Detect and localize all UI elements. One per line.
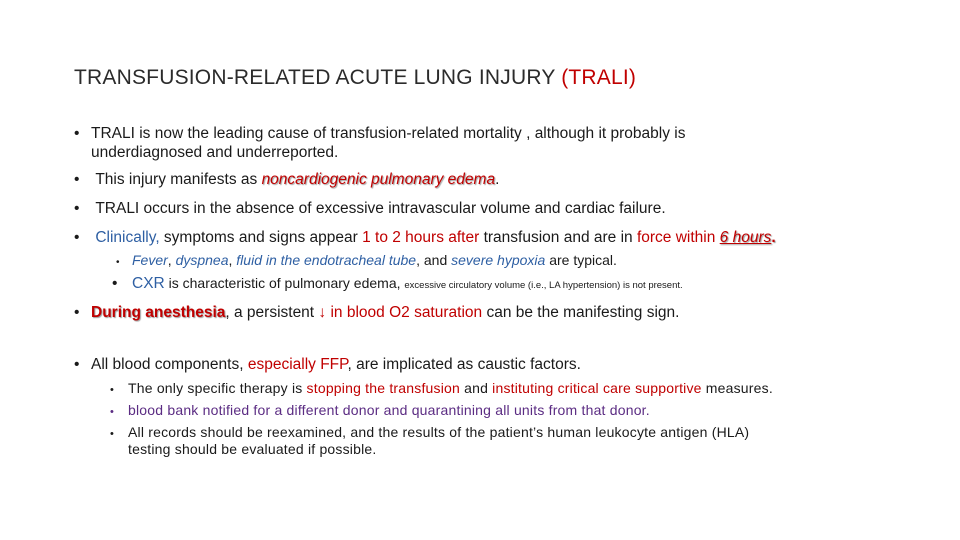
therapy-a: The only specific therapy is xyxy=(128,380,307,396)
title-main: TRANSFUSION-RELATED ACUTE LUNG INJURY xyxy=(74,66,562,89)
blood-bank-text: blood bank notified for a different donor and quarantining all units from that donor. xyxy=(128,402,650,418)
anesthesia-b: , a persistent xyxy=(225,304,319,321)
sep: , xyxy=(228,252,237,268)
bullet-manifests xyxy=(74,170,499,189)
components-c: , are implicated as caustic factors. xyxy=(347,356,581,373)
clinically-d: transfusion and are in xyxy=(479,229,637,246)
sep: , and xyxy=(416,252,452,268)
clinically-six-hours: 6 hours xyxy=(719,229,772,246)
sep: , xyxy=(167,252,176,268)
components-a: All blood components, xyxy=(91,356,248,373)
therapy-stop: stopping the transfusion xyxy=(306,380,461,396)
symptom-fluid: fluid in the endotracheal tube xyxy=(236,252,417,268)
subbullet-therapy xyxy=(110,379,773,400)
clinically-onset: 1 to 2 hours after xyxy=(362,229,480,246)
bullet-components xyxy=(74,355,581,374)
bullet-marker: • xyxy=(110,384,115,396)
symptom-hypoxia: severe hypoxia xyxy=(451,252,546,268)
symptom-dyspnea: dyspnea xyxy=(175,252,229,268)
bullet-absence xyxy=(74,199,666,218)
title-abbr: (TRALI) xyxy=(561,66,637,89)
bullet-marker: • xyxy=(110,428,115,440)
cxr-text: is characteristic of pulmonary edema, xyxy=(164,275,405,291)
clinically-b: symptoms and signs appear xyxy=(159,229,363,246)
manifests-post: . xyxy=(495,171,500,188)
cxr-label: CXR xyxy=(132,275,165,292)
cxr-small-note: excessive circulatory volume (i.e., LA hypertension) is not present. xyxy=(404,280,683,291)
bullet-marker: • xyxy=(74,171,80,188)
bullet-marker: • xyxy=(74,304,80,321)
bullet-clinically xyxy=(74,228,776,247)
bullet-leading-cause-line1: TRALI is now the leading cause of transfusion-related mortality , although it probably is xyxy=(91,125,686,142)
therapy-critical-care: instituting critical care supportive xyxy=(492,380,702,396)
bullet-leading-cause-cont xyxy=(91,143,338,162)
absence-text: TRALI occurs in the absence of excessive intravascular volume and cardiac failure. xyxy=(95,200,666,217)
manifests-pre: This injury manifests as xyxy=(95,171,262,188)
bullet-marker: • xyxy=(74,356,80,373)
anesthesia-o2: ↓ in blood O2 saturation xyxy=(318,304,483,321)
subbullet-symptoms xyxy=(116,251,617,272)
records-line2: testing should be evaluated if possible. xyxy=(128,441,377,457)
therapy-c: and xyxy=(460,380,493,396)
manifests-highlight: noncardiogenic pulmonary edema xyxy=(261,171,496,188)
bullet-marker: • xyxy=(116,257,120,268)
bullet-anesthesia xyxy=(74,303,679,322)
therapy-e: measures. xyxy=(701,380,773,396)
subbullet-blood-bank xyxy=(110,401,650,422)
bullet-marker: • xyxy=(74,200,80,217)
bullet-leading-cause xyxy=(74,124,685,143)
clinically-word: Clinically, xyxy=(95,229,160,246)
subbullet-records-cont xyxy=(128,440,377,459)
subbullet-cxr xyxy=(112,274,683,295)
records-line1: All records should be reexamined, and the results of the patient’s human leukocyte antigen (HLA) xyxy=(128,424,750,440)
components-ffp: especially FFP xyxy=(247,356,348,373)
bullet-marker: • xyxy=(112,275,118,292)
anesthesia-d: can be the manifesting sign. xyxy=(482,304,680,321)
clinically-force: force within xyxy=(636,229,720,246)
bullet-leading-cause-line2: underdiagnosed and underreported. xyxy=(91,144,339,161)
anesthesia-label: During anesthesia xyxy=(91,304,226,321)
bullet-marker: • xyxy=(74,229,80,246)
bullet-marker: • xyxy=(74,125,80,142)
symptoms-tail: are typical. xyxy=(545,252,617,268)
symptom-fever: Fever xyxy=(132,252,168,268)
clinically-period: . xyxy=(771,229,776,246)
slide-title xyxy=(74,66,636,90)
bullet-marker: • xyxy=(110,406,115,418)
